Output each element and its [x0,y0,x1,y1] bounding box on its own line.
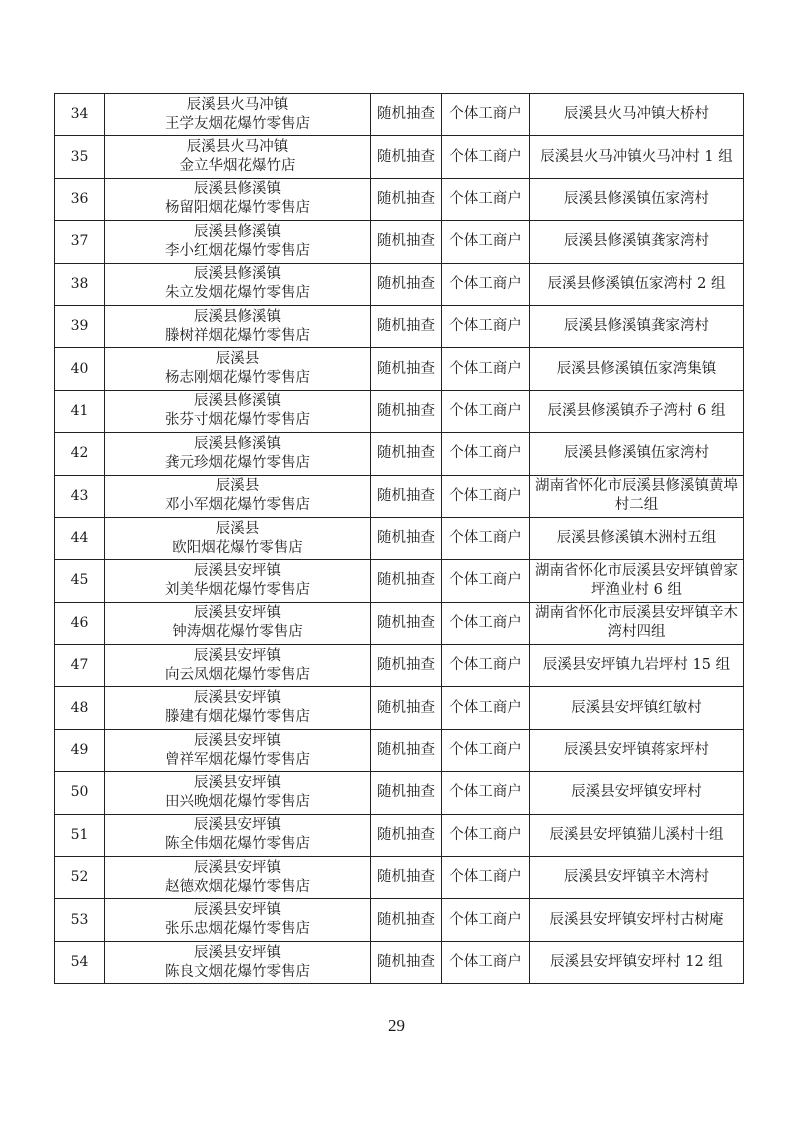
row-number: 47 [55,645,105,687]
table-row [55,136,744,178]
business-address: 辰溪县安坪镇蒋家坪村 [530,729,744,771]
entity-type: 个体工商户 [442,687,530,729]
shop-area: 辰溪县安坪镇 [194,944,281,961]
shop-name: 王学友烟花爆竹零售店 [165,115,310,132]
business-address: 辰溪县修溪镇伍家湾集镇 [530,348,744,390]
shop-name: 滕树祥烟花爆竹零售店 [165,327,310,344]
row-number: 42 [55,433,105,475]
business-address: 辰溪县修溪镇龚家湾村 [530,221,744,263]
inspection-method: 随机抽查 [371,475,442,517]
shop-name-cell [105,94,371,136]
table-row [55,687,744,729]
shop-area: 辰溪县安坪镇 [194,647,281,664]
entity-type: 个体工商户 [442,348,530,390]
shop-name-cell [105,687,371,729]
business-address: 辰溪县修溪镇乔子湾村 6 组 [530,390,744,432]
business-address: 辰溪县修溪镇龚家湾村 [530,305,744,347]
table-row [55,645,744,687]
shop-name: 滕建有烟花爆竹零售店 [165,709,310,726]
shop-name-cell [105,136,371,178]
shop-area: 辰溪县安坪镇 [194,817,281,834]
table-row [55,857,744,899]
inspection-method: 随机抽查 [371,178,442,220]
entity-type: 个体工商户 [442,857,530,899]
business-address: 辰溪县安坪镇九岩坪村 15 组 [530,645,744,687]
shop-name: 李小红烟花爆竹零售店 [165,242,310,259]
shop-area: 辰溪县安坪镇 [194,605,281,622]
shop-name: 欧阳烟花爆竹零售店 [172,539,303,556]
entity-type: 个体工商户 [442,814,530,856]
shop-area: 辰溪县安坪镇 [194,732,281,749]
inspection-method: 随机抽查 [371,348,442,390]
entity-type: 个体工商户 [442,178,530,220]
shop-name-cell [105,433,371,475]
row-number: 43 [55,475,105,517]
row-number: 36 [55,178,105,220]
inspection-method: 随机抽查 [371,517,442,559]
page-number: 29 [388,1016,405,1035]
shop-name-cell [105,475,371,517]
row-number: 44 [55,517,105,559]
shop-name: 钟涛烟花爆竹零售店 [172,624,303,641]
shop-name: 杨留阳烟花爆竹零售店 [165,200,310,217]
business-address: 辰溪县火马冲镇火马冲村 1 组 [530,136,744,178]
shop-area: 辰溪县安坪镇 [194,774,281,791]
entity-type: 个体工商户 [442,941,530,983]
row-number: 50 [55,772,105,814]
shop-area: 辰溪县修溪镇 [194,223,281,240]
entity-type: 个体工商户 [442,433,530,475]
row-number: 54 [55,941,105,983]
inspection-method: 随机抽查 [371,263,442,305]
shop-name-cell [105,941,371,983]
business-address: 辰溪县修溪镇伍家湾村 [530,178,744,220]
shop-name-cell [105,263,371,305]
table-row [55,475,744,517]
table-row [55,348,744,390]
entity-type: 个体工商户 [442,263,530,305]
shop-area: 辰溪县火马冲镇 [186,139,289,156]
shop-name-cell [105,178,371,220]
inspection-method: 随机抽查 [371,772,442,814]
shop-area: 辰溪县 [215,478,260,495]
shop-name: 刘美华烟花爆竹零售店 [165,581,310,598]
business-address: 辰溪县安坪镇红敏村 [530,687,744,729]
shop-name: 杨志刚烟花爆竹零售店 [165,370,310,387]
inspection-method: 随机抽查 [371,899,442,941]
table-row [55,560,744,602]
shop-name-cell [105,560,371,602]
table-row [55,602,744,644]
inspection-method: 随机抽查 [371,560,442,602]
inspection-method: 随机抽查 [371,94,442,136]
shop-area: 辰溪县修溪镇 [194,181,281,198]
entity-type: 个体工商户 [442,560,530,602]
table-row [55,390,744,432]
entity-type: 个体工商户 [442,305,530,347]
table-body [55,94,744,984]
entity-type: 个体工商户 [442,517,530,559]
row-number: 48 [55,687,105,729]
table-row [55,94,744,136]
shop-name: 朱立发烟花爆竹零售店 [165,285,310,302]
shop-area: 辰溪县火马冲镇 [186,96,289,113]
inspection-method: 随机抽查 [371,645,442,687]
row-number: 45 [55,560,105,602]
row-number: 39 [55,305,105,347]
shop-name-cell [105,645,371,687]
table-row [55,729,744,771]
row-number: 52 [55,857,105,899]
entity-type: 个体工商户 [442,94,530,136]
shop-name-cell [105,602,371,644]
entity-type: 个体工商户 [442,899,530,941]
entity-type: 个体工商户 [442,221,530,263]
business-address: 辰溪县安坪镇辛木湾村 [530,857,744,899]
business-address: 辰溪县安坪镇安坪村 12 组 [530,941,744,983]
row-number: 49 [55,729,105,771]
entity-type: 个体工商户 [442,645,530,687]
shop-area: 辰溪县安坪镇 [194,562,281,579]
shop-area: 辰溪县安坪镇 [194,690,281,707]
inspection-method: 随机抽查 [371,857,442,899]
shop-name-cell [105,305,371,347]
row-number: 38 [55,263,105,305]
business-address: 辰溪县修溪镇伍家湾村 [530,433,744,475]
row-number: 53 [55,899,105,941]
inspection-table [54,93,744,984]
inspection-method: 随机抽查 [371,390,442,432]
business-address: 辰溪县安坪镇猫儿溪村十组 [530,814,744,856]
shop-name-cell [105,729,371,771]
entity-type: 个体工商户 [442,390,530,432]
shop-name-cell [105,772,371,814]
table-row [55,814,744,856]
shop-area: 辰溪县修溪镇 [194,308,281,325]
row-number: 40 [55,348,105,390]
table-row [55,517,744,559]
shop-area: 辰溪县修溪镇 [194,393,281,410]
shop-name: 赵德欢烟花爆竹零售店 [165,878,310,895]
business-address: 辰溪县火马冲镇大桥村 [530,94,744,136]
table-row [55,178,744,220]
row-number: 34 [55,94,105,136]
inspection-table-container [54,93,743,984]
shop-area: 辰溪县 [215,520,260,537]
shop-name: 向云凤烟花爆竹零售店 [165,666,310,683]
shop-area: 辰溪县 [215,351,260,368]
inspection-method: 随机抽查 [371,687,442,729]
inspection-method: 随机抽查 [371,136,442,178]
shop-name-cell [105,517,371,559]
shop-area: 辰溪县安坪镇 [194,902,281,919]
shop-name-cell [105,348,371,390]
row-number: 46 [55,602,105,644]
shop-name: 张乐忠烟花爆竹零售店 [165,921,310,938]
shop-name: 曾祥军烟花爆竹零售店 [165,751,310,768]
shop-name-cell [105,857,371,899]
row-number: 41 [55,390,105,432]
entity-type: 个体工商户 [442,136,530,178]
entity-type: 个体工商户 [442,475,530,517]
business-address: 辰溪县安坪镇安坪村古树庵 [530,899,744,941]
shop-name: 陈良文烟花爆竹零售店 [165,963,310,980]
shop-name: 金立华烟花爆竹店 [179,158,296,175]
table-row [55,433,744,475]
inspection-method: 随机抽查 [371,602,442,644]
table-row [55,305,744,347]
shop-name: 邓小军烟花爆竹零售店 [165,497,310,514]
business-address: 湖南省怀化市辰溪县修溪镇黄埠村二组 [530,475,744,517]
table-row [55,263,744,305]
business-address: 辰溪县安坪镇安坪村 [530,772,744,814]
shop-name-cell [105,814,371,856]
shop-area: 辰溪县修溪镇 [194,435,281,452]
shop-name-cell [105,899,371,941]
inspection-method: 随机抽查 [371,221,442,263]
shop-name: 龚元珍烟花爆竹零售店 [165,454,310,471]
shop-name-cell [105,390,371,432]
entity-type: 个体工商户 [442,602,530,644]
table-row [55,221,744,263]
inspection-method: 随机抽查 [371,941,442,983]
business-address: 湖南省怀化市辰溪县安坪镇曾家坪渔业村 6 组 [530,560,744,602]
inspection-method: 随机抽查 [371,814,442,856]
entity-type: 个体工商户 [442,772,530,814]
shop-name: 田兴晚烟花爆竹零售店 [165,793,310,810]
row-number: 35 [55,136,105,178]
shop-area: 辰溪县修溪镇 [194,266,281,283]
business-address: 湖南省怀化市辰溪县安坪镇辛木湾村四组 [530,602,744,644]
business-address: 辰溪县修溪镇伍家湾村 2 组 [530,263,744,305]
shop-name-cell [105,221,371,263]
inspection-method: 随机抽查 [371,305,442,347]
shop-name: 张芬寸烟花爆竹零售店 [165,412,310,429]
shop-name: 陈全伟烟花爆竹零售店 [165,836,310,853]
entity-type: 个体工商户 [442,729,530,771]
row-number: 51 [55,814,105,856]
business-address: 辰溪县修溪镇木洲村五组 [530,517,744,559]
table-row [55,772,744,814]
shop-area: 辰溪县安坪镇 [194,859,281,876]
table-row [55,941,744,983]
inspection-method: 随机抽查 [371,729,442,771]
row-number: 37 [55,221,105,263]
table-row [55,899,744,941]
inspection-method: 随机抽查 [371,433,442,475]
